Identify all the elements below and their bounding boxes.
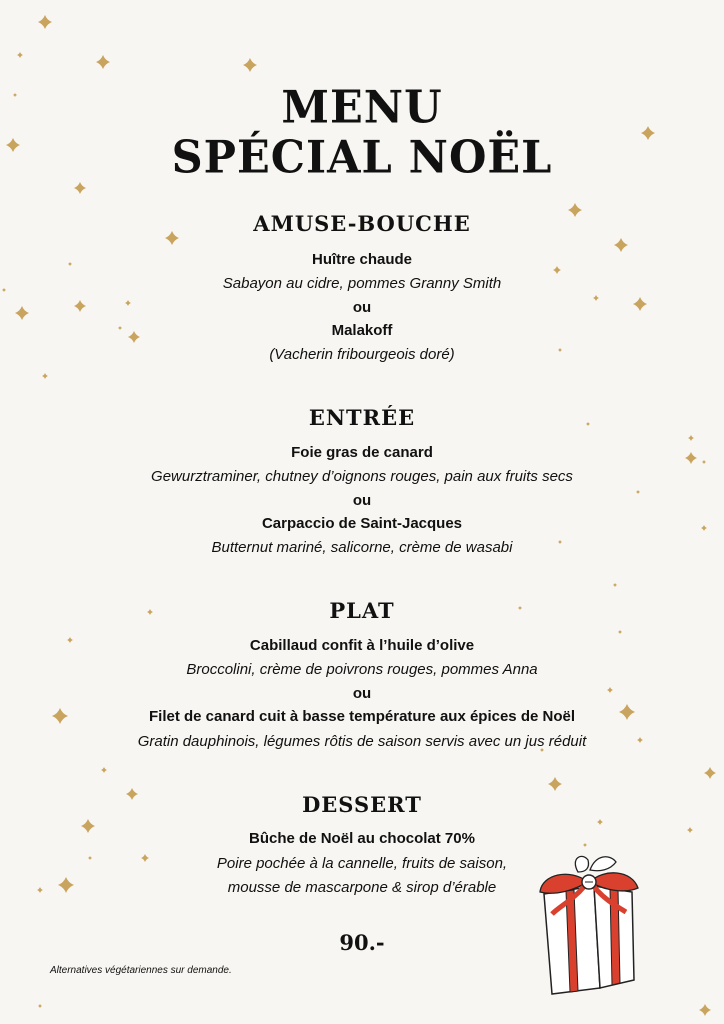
dish-name: Cabillaud confit à l’huile d’olive (249, 637, 475, 654)
sparkle-star-icon (699, 1004, 711, 1016)
dish-description: Gratin dauphinois, légumes rôtis de saison servis avec un jus réduit (137, 733, 587, 750)
sparkle-star-icon (101, 767, 107, 773)
sparkle-star-icon (17, 52, 23, 58)
section-heading-amuse-bouche: AMUSE-BOUCHE (253, 211, 471, 236)
gift-box-icon (530, 848, 645, 998)
section-heading-entree: ENTRÉE (308, 405, 416, 430)
section-heading-plat: PLAT (329, 598, 395, 623)
dish-name: Carpaccio de Saint-Jacques (261, 515, 463, 532)
option-separator: ou (352, 492, 372, 509)
sparkle-star-icon (38, 15, 52, 29)
dish-name: Filet de canard cuit à basse température aux épices de Noël (149, 708, 575, 725)
dish-description: Poire pochée à la cannelle, fruits de saison, (216, 855, 508, 872)
dish-description: (Vacherin fribourgeois doré) (269, 346, 455, 363)
dish-name: Malakoff (331, 322, 393, 339)
vegetarian-note: Alternatives végétariennes sur demande. (50, 965, 232, 976)
sparkle-star-icon (618, 630, 622, 634)
dish-description: Butternut mariné, salicorne, crème de wasabi (211, 539, 513, 556)
sparkle-star-icon (688, 435, 694, 441)
menu-price: 90.- (339, 930, 385, 955)
sparkle-star-icon (74, 182, 86, 194)
option-separator: ou (352, 299, 372, 316)
sparkle-star-icon (613, 583, 617, 587)
dish-description: Gewurztraminer, chutney d’oignons rouges, pain aux fruits secs (151, 468, 573, 485)
sparkle-star-icon (597, 819, 603, 825)
menu-title-line1: MENU (281, 81, 443, 135)
sparkle-star-icon (38, 1004, 42, 1008)
sparkle-star-icon (42, 373, 48, 379)
menu-title-line2: SPÉCIAL NOËL (171, 131, 553, 185)
sparkle-star-icon (96, 55, 110, 69)
sparkle-star-icon (704, 767, 716, 779)
dish-description: Broccolini, crème de poivrons rouges, pommes Anna (186, 661, 538, 678)
sparkle-star-icon (548, 777, 562, 791)
sparkle-star-icon (243, 58, 257, 72)
dish-name: Huître chaude (311, 251, 413, 268)
sparkle-star-icon (614, 238, 628, 252)
dish-name: Bûche de Noël au chocolat 70% (249, 830, 475, 847)
dish-description-line2: mousse de mascarpone & sirop d’érable (227, 879, 497, 896)
section-heading-dessert: DESSERT (302, 792, 422, 817)
option-separator: ou (352, 685, 372, 702)
dish-description: Sabayon au cidre, pommes Granny Smith (222, 275, 502, 292)
dish-name: Foie gras de canard (291, 444, 433, 461)
